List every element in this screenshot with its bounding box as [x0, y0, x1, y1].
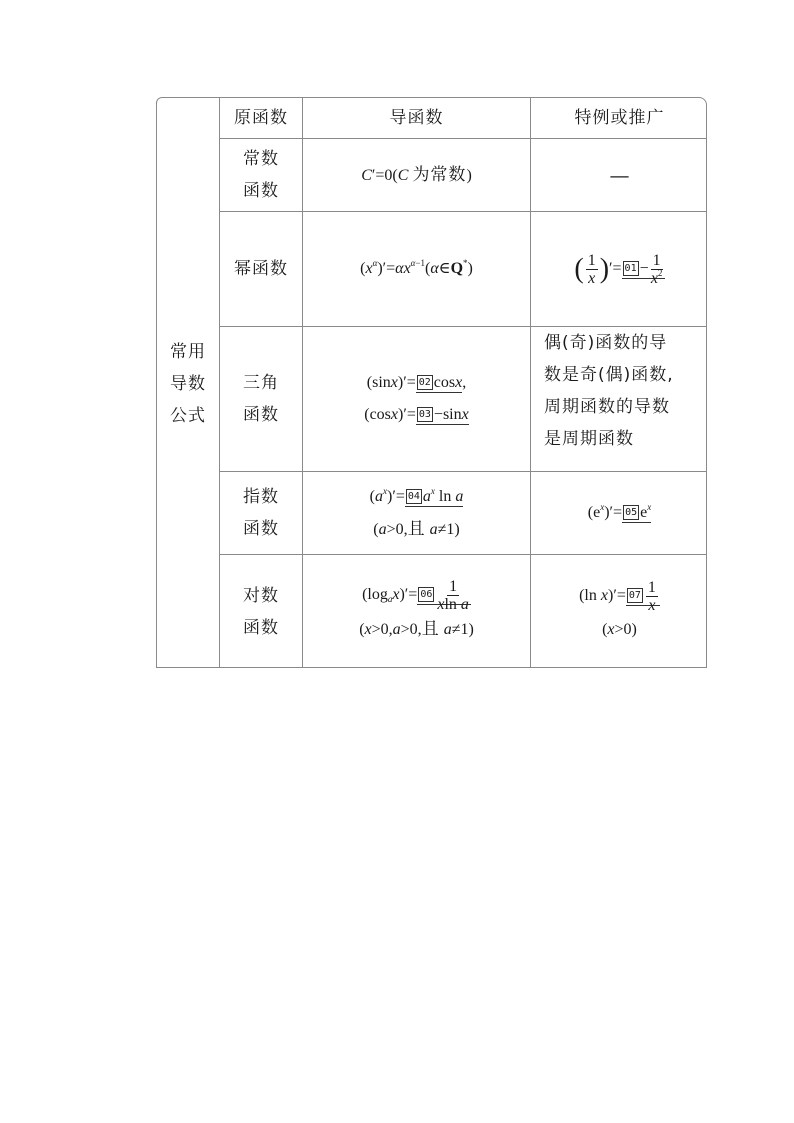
derivative-logarithm — [303, 555, 530, 668]
answer-blank-05: 05 — [625, 507, 638, 518]
row-name-line: 常数 — [243, 149, 279, 169]
special-logarithm — [531, 555, 707, 668]
formula-log-condition: (x>0,a>0,且 a≠1) — [359, 619, 474, 639]
row-name-power: 幂函数 — [234, 259, 288, 279]
row-name-logarithm — [220, 555, 302, 668]
row-name-constant — [220, 139, 302, 211]
special-line: 偶(奇)函数的导 — [544, 333, 668, 353]
header-special: 特例或推广 — [574, 108, 665, 128]
special-trig — [531, 327, 707, 471]
formula-exp-derivative: $(a^x)'= 04$ $a^x$ ln a — [369, 485, 464, 505]
formula-ln-condition: (x>0) — [602, 620, 637, 638]
row-name-trig — [220, 327, 302, 471]
special-constant: — — [609, 163, 630, 187]
group-label-line: 公式 — [170, 405, 206, 426]
derivative-trig — [303, 327, 530, 471]
special-line: 数是奇(偶)函数, — [544, 365, 674, 385]
row-name-line: 函数 — [243, 618, 279, 638]
answer-blank-04: 04 — [407, 490, 420, 502]
formula-sin-derivative: (sinx)′= 02 cosx, — [366, 374, 467, 391]
derivative-exponential — [303, 472, 530, 554]
row-name-line: 对数 — [243, 586, 279, 606]
row-name-line: 指数 — [243, 487, 279, 507]
answer-blank-06: 06 — [420, 589, 433, 601]
special-power — [531, 212, 707, 326]
row-name-line: 函数 — [243, 181, 279, 201]
derivative-power — [303, 212, 530, 326]
row-name-line: 函数 — [243, 519, 279, 539]
answer-blank-01: 01 — [624, 262, 637, 274]
row-name-exponential — [220, 472, 302, 554]
formula-exp-condition: (a>0,且 a≠1) — [373, 518, 460, 539]
group-label-line: 常用 — [170, 341, 206, 362]
row-name-line: 三角 — [243, 373, 279, 393]
special-exponential — [531, 472, 707, 554]
header-original: 原函数 — [234, 108, 288, 128]
group-label — [157, 98, 219, 668]
derivative-constant — [303, 139, 530, 211]
formula-cos-derivative: (cosx)′= 03 −sinx — [364, 406, 469, 423]
formula-log-derivative: $(\log_ax)'= 06$ $\frac{1}{\text{xln a}}$ — [362, 578, 469, 613]
answer-blank-03: 03 — [418, 409, 431, 420]
row-name-line: 函数 — [243, 405, 279, 425]
special-line: 是周期函数 — [544, 429, 634, 449]
formula-ex-derivative: $(e^x)'= 05$ $e^x$ — [587, 502, 652, 521]
formula-power-special: ( $\frac{1}{x}$ )′= 01 − $\frac{1}{x^2}$ — [574, 252, 664, 287]
derivative-formula-table — [156, 97, 707, 668]
formula-power-derivative: $(x^\alpha)'=\alpha x^{\alpha-1}(\alpha\in Q^*)$ — [360, 258, 473, 277]
special-line: 周期函数的导数 — [544, 397, 670, 417]
formula-constant-derivative: C′=0(C 为常数) — [361, 164, 472, 185]
formula-ln-derivative: (ln x)′= 07 $\frac{1}{x}$ — [579, 579, 660, 614]
answer-blank-07: 07 — [628, 589, 641, 601]
group-label-line: 导数 — [170, 373, 206, 394]
answer-blank-02: 02 — [418, 377, 431, 388]
header-derivative: 导函数 — [389, 108, 444, 128]
